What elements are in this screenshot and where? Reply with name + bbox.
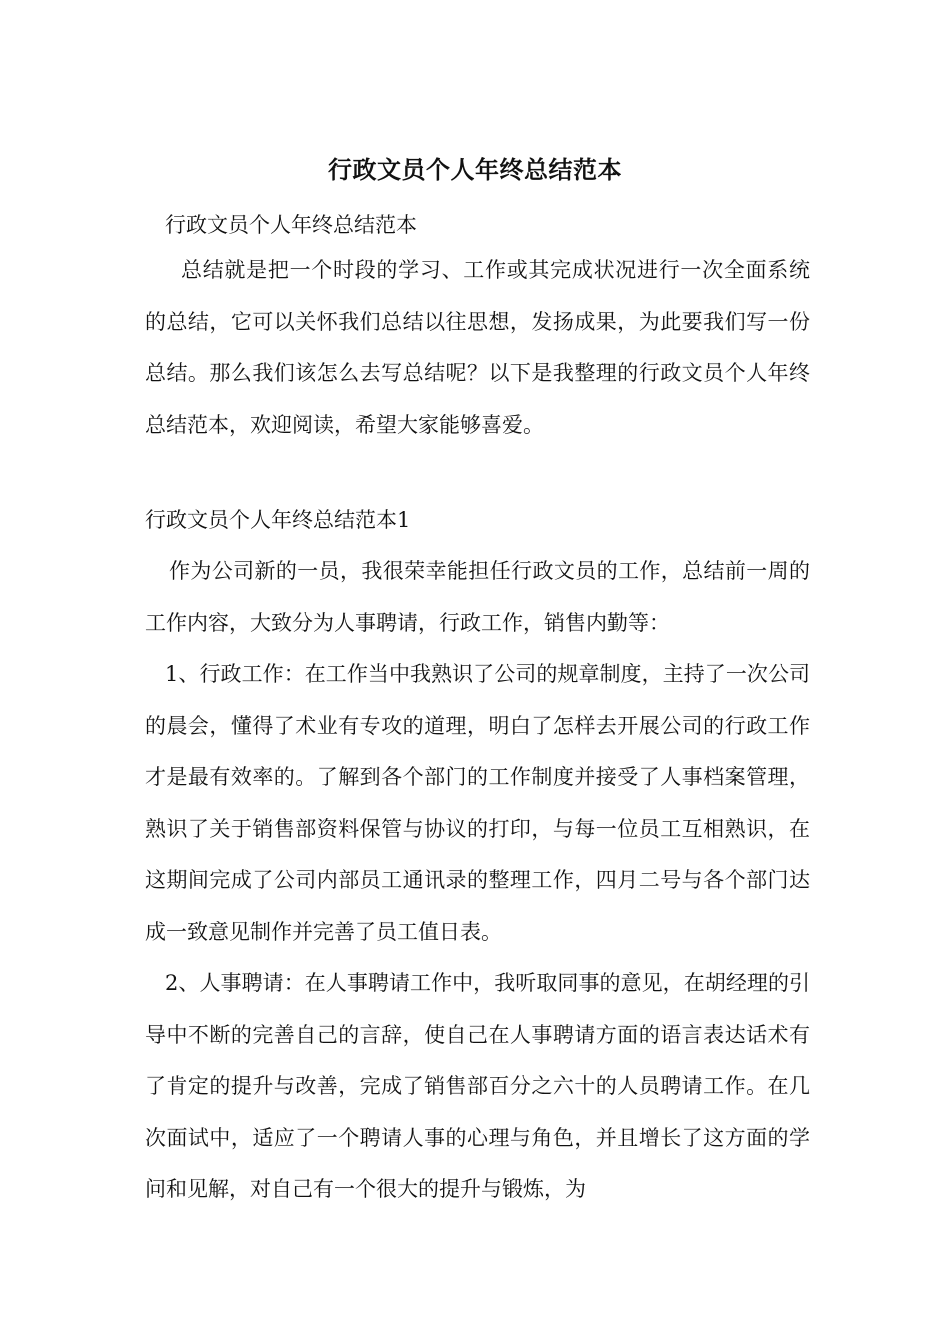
body-paragraph: 1、行政工作：在工作当中我熟识了公司的规章制度，主持了一次公司的晨会，懂得了术业有专攻的道理，明白了怎样去开展公司的行政工作才是最有效率的。了解到各个部门的工作制度并接受了人事档案管理，熟识了关于销售部资料保管与协议的打印，与每一位员工互相熟识，在这期间完成了公司内部员工通讯录的整理工作，四月二号与各个部门达成一致意见制作并完善了员工值日表。 bbox=[145, 662, 810, 944]
section-heading: 行政文员个人年终总结范本1 bbox=[145, 508, 411, 532]
document-subtitle: 行政文员个人年终总结范本 bbox=[165, 213, 417, 237]
intro-paragraph: 总结就是把一个时段的学习、工作或其完成状况进行一次全面系统的总结，它可以关怀我们总结以往思想，发扬成果，为此要我们写一份总结。那么我们该怎么去写总结呢？以下是我整理的行政文员个人年终总结范本，欢迎阅读，希望大家能够喜爱。 bbox=[145, 258, 810, 437]
body-paragraph: 2、人事聘请：在人事聘请工作中，我听取同事的意见，在胡经理的引导中不断的完善自己的言辞，使自己在人事聘请方面的语言表达话术有了肯定的提升与改善，完成了销售部百分之六十的人员聘请工作。在几次面试中，适应了一个聘请人事的心理与角色，并且增长了这方面的学问和见解，对自己有一个很大的提升与锻炼，为 bbox=[145, 971, 810, 1201]
body-paragraph: 作为公司新的一员，我很荣幸能担任行政文员的工作，总结前一周的工作内容，大致分为人事聘请，行政工作，销售内勤等： bbox=[145, 559, 810, 635]
document-title: 行政文员个人年终总结范本 bbox=[328, 155, 622, 184]
